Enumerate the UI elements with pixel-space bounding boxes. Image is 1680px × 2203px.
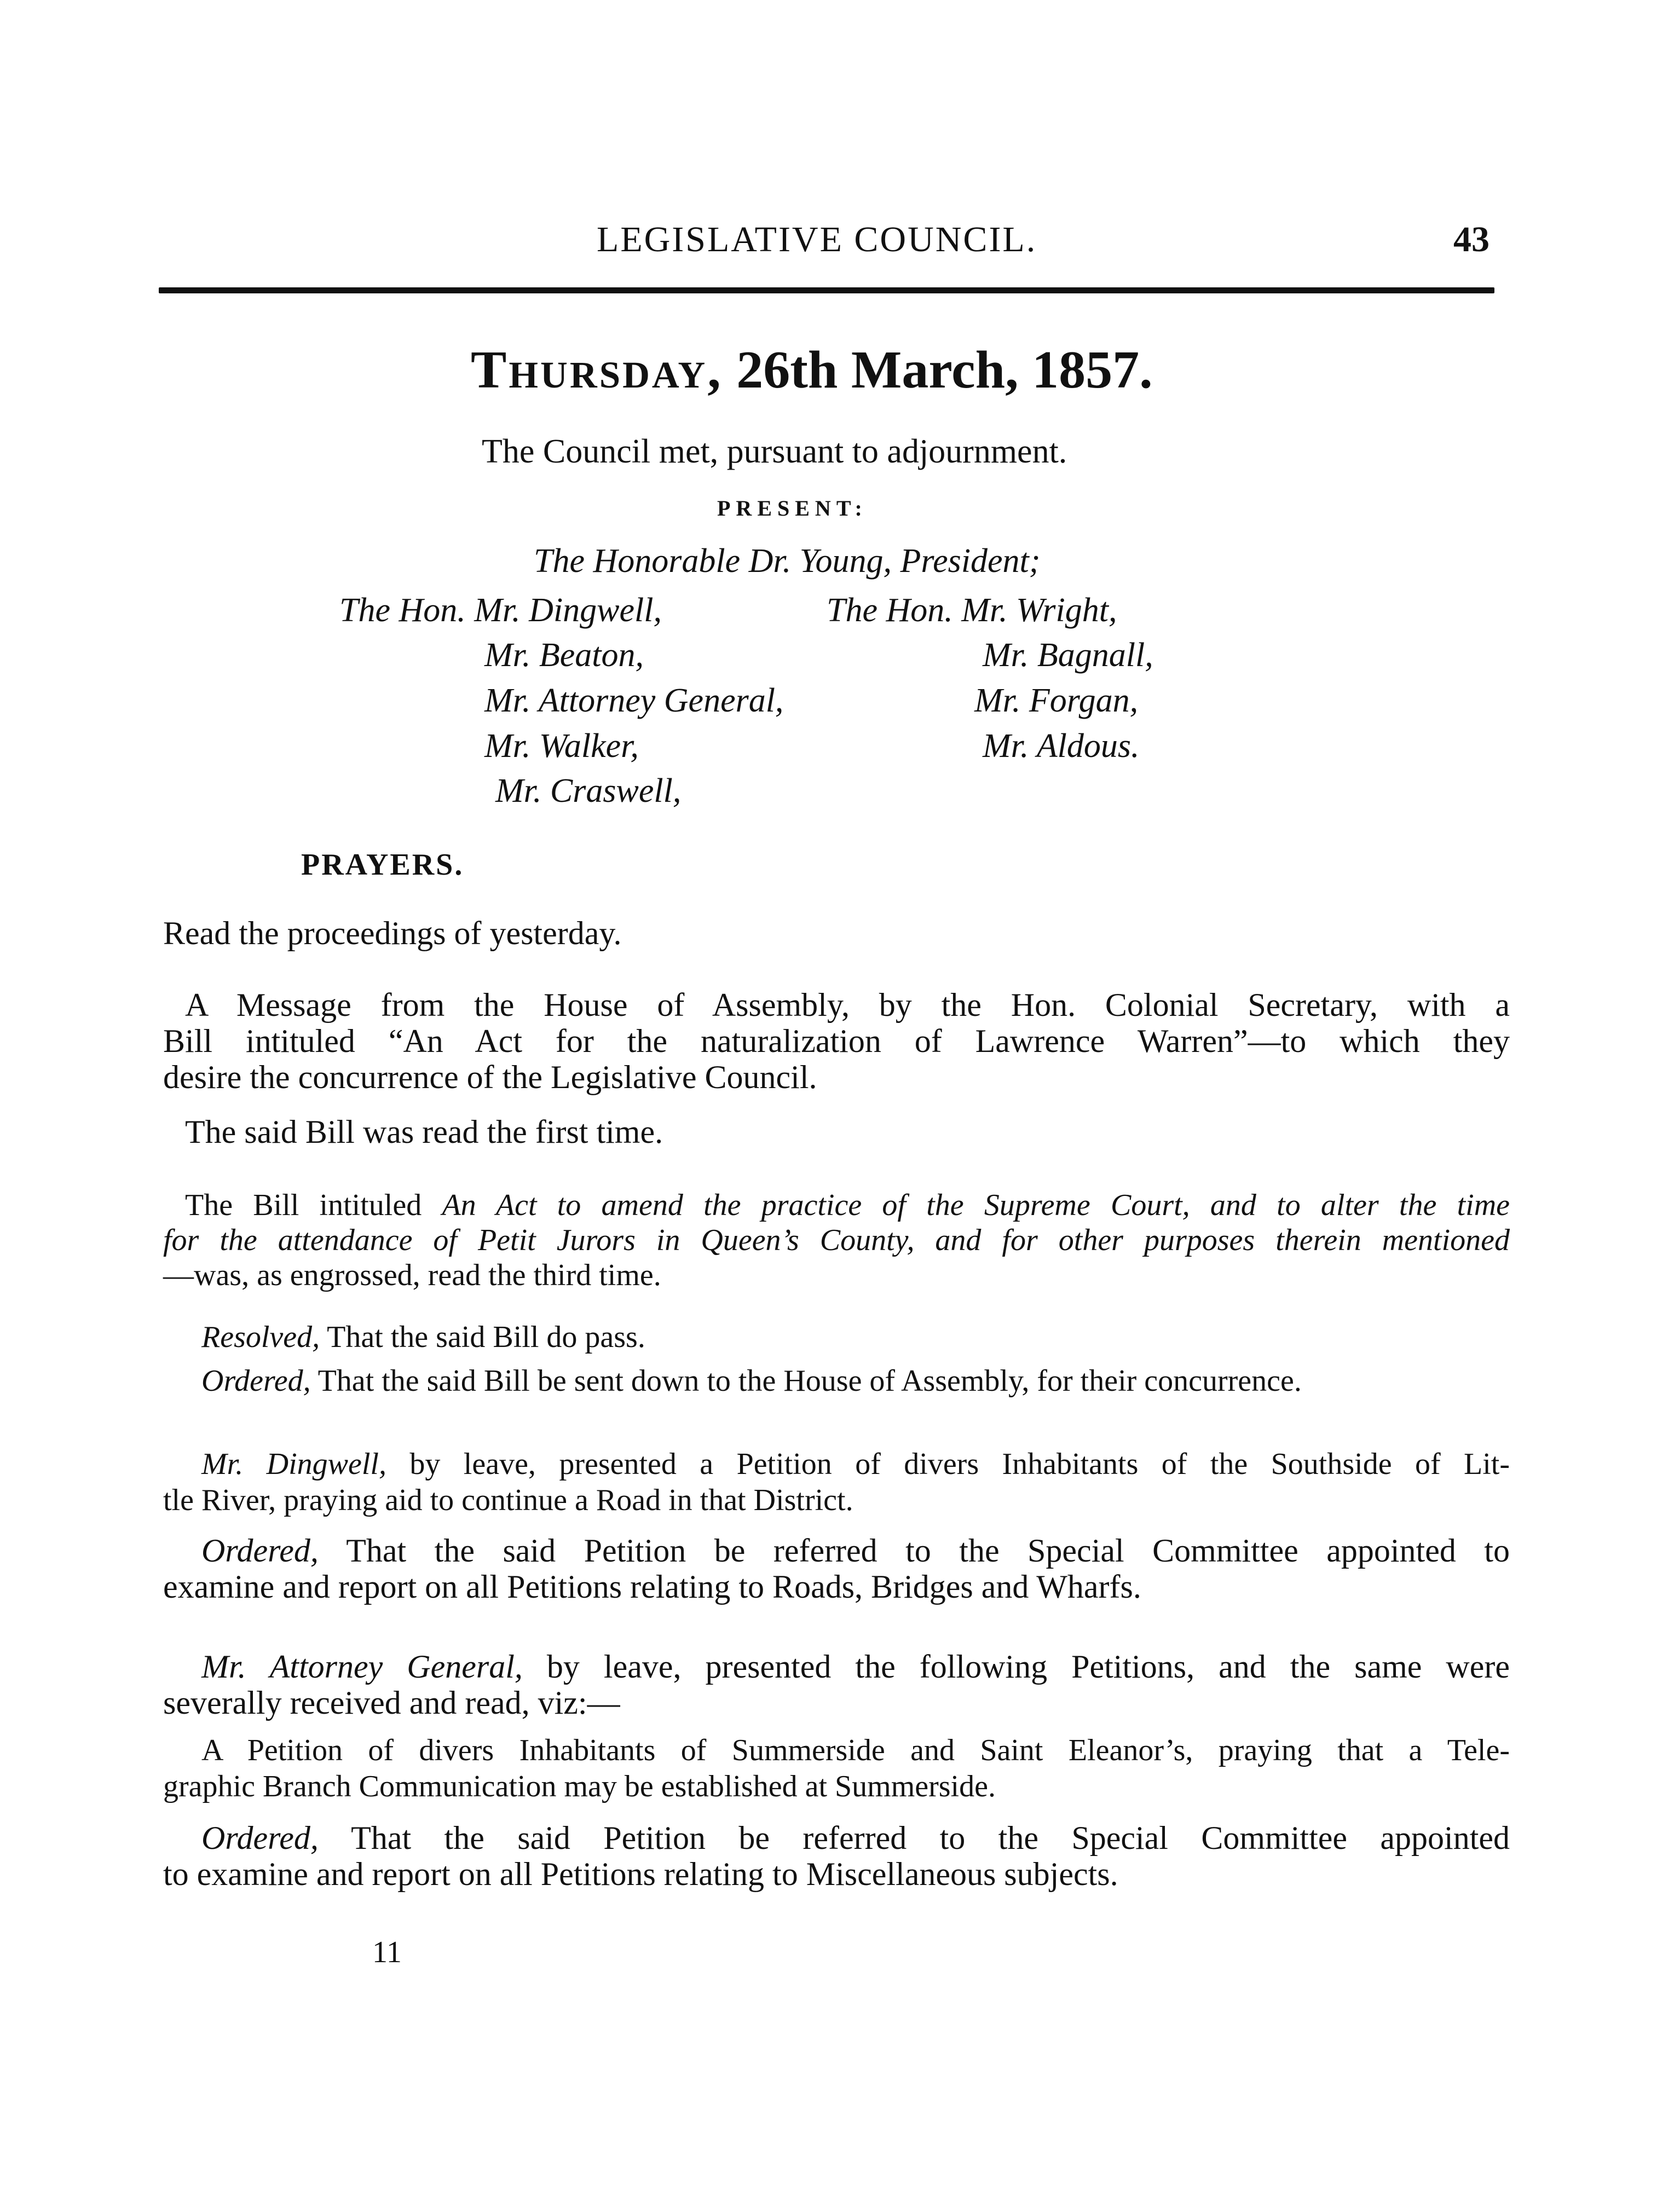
opening-line: The Council met, pursuant to adjournment. [482, 433, 1067, 470]
page-number: 43 [1453, 219, 1490, 259]
message-line-2: Bill intituled “An Act for the naturalization of Lawrence Warren”—to which they [163, 1023, 1510, 1059]
member-right-3: Mr. Forgan, [974, 682, 1139, 719]
member-right-1: The Hon. Mr. Wright, [827, 592, 1117, 629]
bill-ordered: Ordered, That the said Bill be sent down to the House of Assembly, for their concurrence. [201, 1364, 1302, 1398]
attorney-line-1: Mr. Attorney General, by leave, presented the following Petitions, and the same were [201, 1649, 1510, 1685]
bill-resolved: Resolved, That the said Bill do pass. [201, 1320, 645, 1354]
header-rule [159, 287, 1494, 293]
dingwell-ordered [163, 1533, 1510, 1605]
member-left-3: Mr. Attorney General, [484, 682, 784, 719]
supreme-court-bill [163, 1188, 1510, 1293]
attorney-petitions [163, 1649, 1510, 1721]
dingwell-ordered-line-2: examine and report on all Petitions relating to Roads, Bridges and Wharfs. [163, 1569, 1141, 1605]
present-label: PRESENT: [717, 496, 868, 521]
first-reading: The said Bill was read the first time. [185, 1114, 663, 1150]
member-right-4: Mr. Aldous. [983, 727, 1140, 765]
member-right-2: Mr. Bagnall, [983, 637, 1153, 674]
date-heading [471, 339, 1153, 401]
bill-line-1: The Bill intituled An Act to amend the practice of the Supreme Court, and to alter the time [185, 1188, 1510, 1222]
running-head-title: LEGISLATIVE COUNCIL. [597, 219, 1037, 259]
message-line-1: A Message from the House of Assembly, by the Hon. Colonial Secretary, with a [185, 987, 1510, 1023]
bill-title-part-2: for the attendance of Petit Jurors in Queen’s County, and for other purposes therein mentioned [163, 1223, 1510, 1257]
prayers-heading: PRAYERS. [301, 848, 464, 882]
date-heading-date: 26th March, 1857. [736, 340, 1153, 400]
bill-title-part-1: An Act to amend the practice of the Supreme Court, and to alter the time [442, 1188, 1510, 1222]
date-heading-day: Thursday, [471, 340, 723, 400]
summerside-ordered [163, 1820, 1510, 1892]
dingwell-petition [163, 1446, 1510, 1518]
signature-mark: 11 [372, 1935, 402, 1969]
member-left-4: Mr. Walker, [484, 727, 639, 765]
member-left-2: Mr. Beaton, [484, 637, 644, 674]
summerside-line-1: A Petition of divers Inhabitants of Summerside and Saint Eleanor’s, praying that a Tele- [201, 1733, 1510, 1767]
dingwell-ordered-line-1: Ordered, That the said Petition be referred to the Special Committee appointed to [201, 1533, 1510, 1569]
message-line-3: desire the concurrence of the Legislative Council. [163, 1059, 817, 1095]
summerside-petition [163, 1732, 1510, 1805]
assembly-message [163, 987, 1510, 1095]
president-line: The Honorable Dr. Young, President; [534, 542, 1041, 580]
dingwell-line-2: tle River, praying aid to continue a Road in that District. [163, 1483, 853, 1517]
summerside-ordered-line-2: to examine and report on all Petitions relating to Miscellaneous subjects. [163, 1856, 1118, 1892]
member-left-5: Mr. Craswell, [495, 772, 682, 809]
summerside-line-2: graphic Branch Communication may be established at Summerside. [163, 1770, 996, 1803]
read-proceedings: Read the proceedings of yesterday. [163, 915, 622, 951]
member-left-1: The Hon. Mr. Dingwell, [339, 592, 662, 629]
attorney-line-2: severally received and read, viz:— [163, 1685, 620, 1721]
dingwell-line-1: Mr. Dingwell, by leave, presented a Petition of divers Inhabitants of the Southside of Lit- [201, 1447, 1510, 1481]
bill-line-3: —was, as engrossed, read the third time. [163, 1258, 661, 1292]
summerside-ordered-line-1: Ordered, That the said Petition be referred to the Special Committee appointed [201, 1820, 1510, 1856]
